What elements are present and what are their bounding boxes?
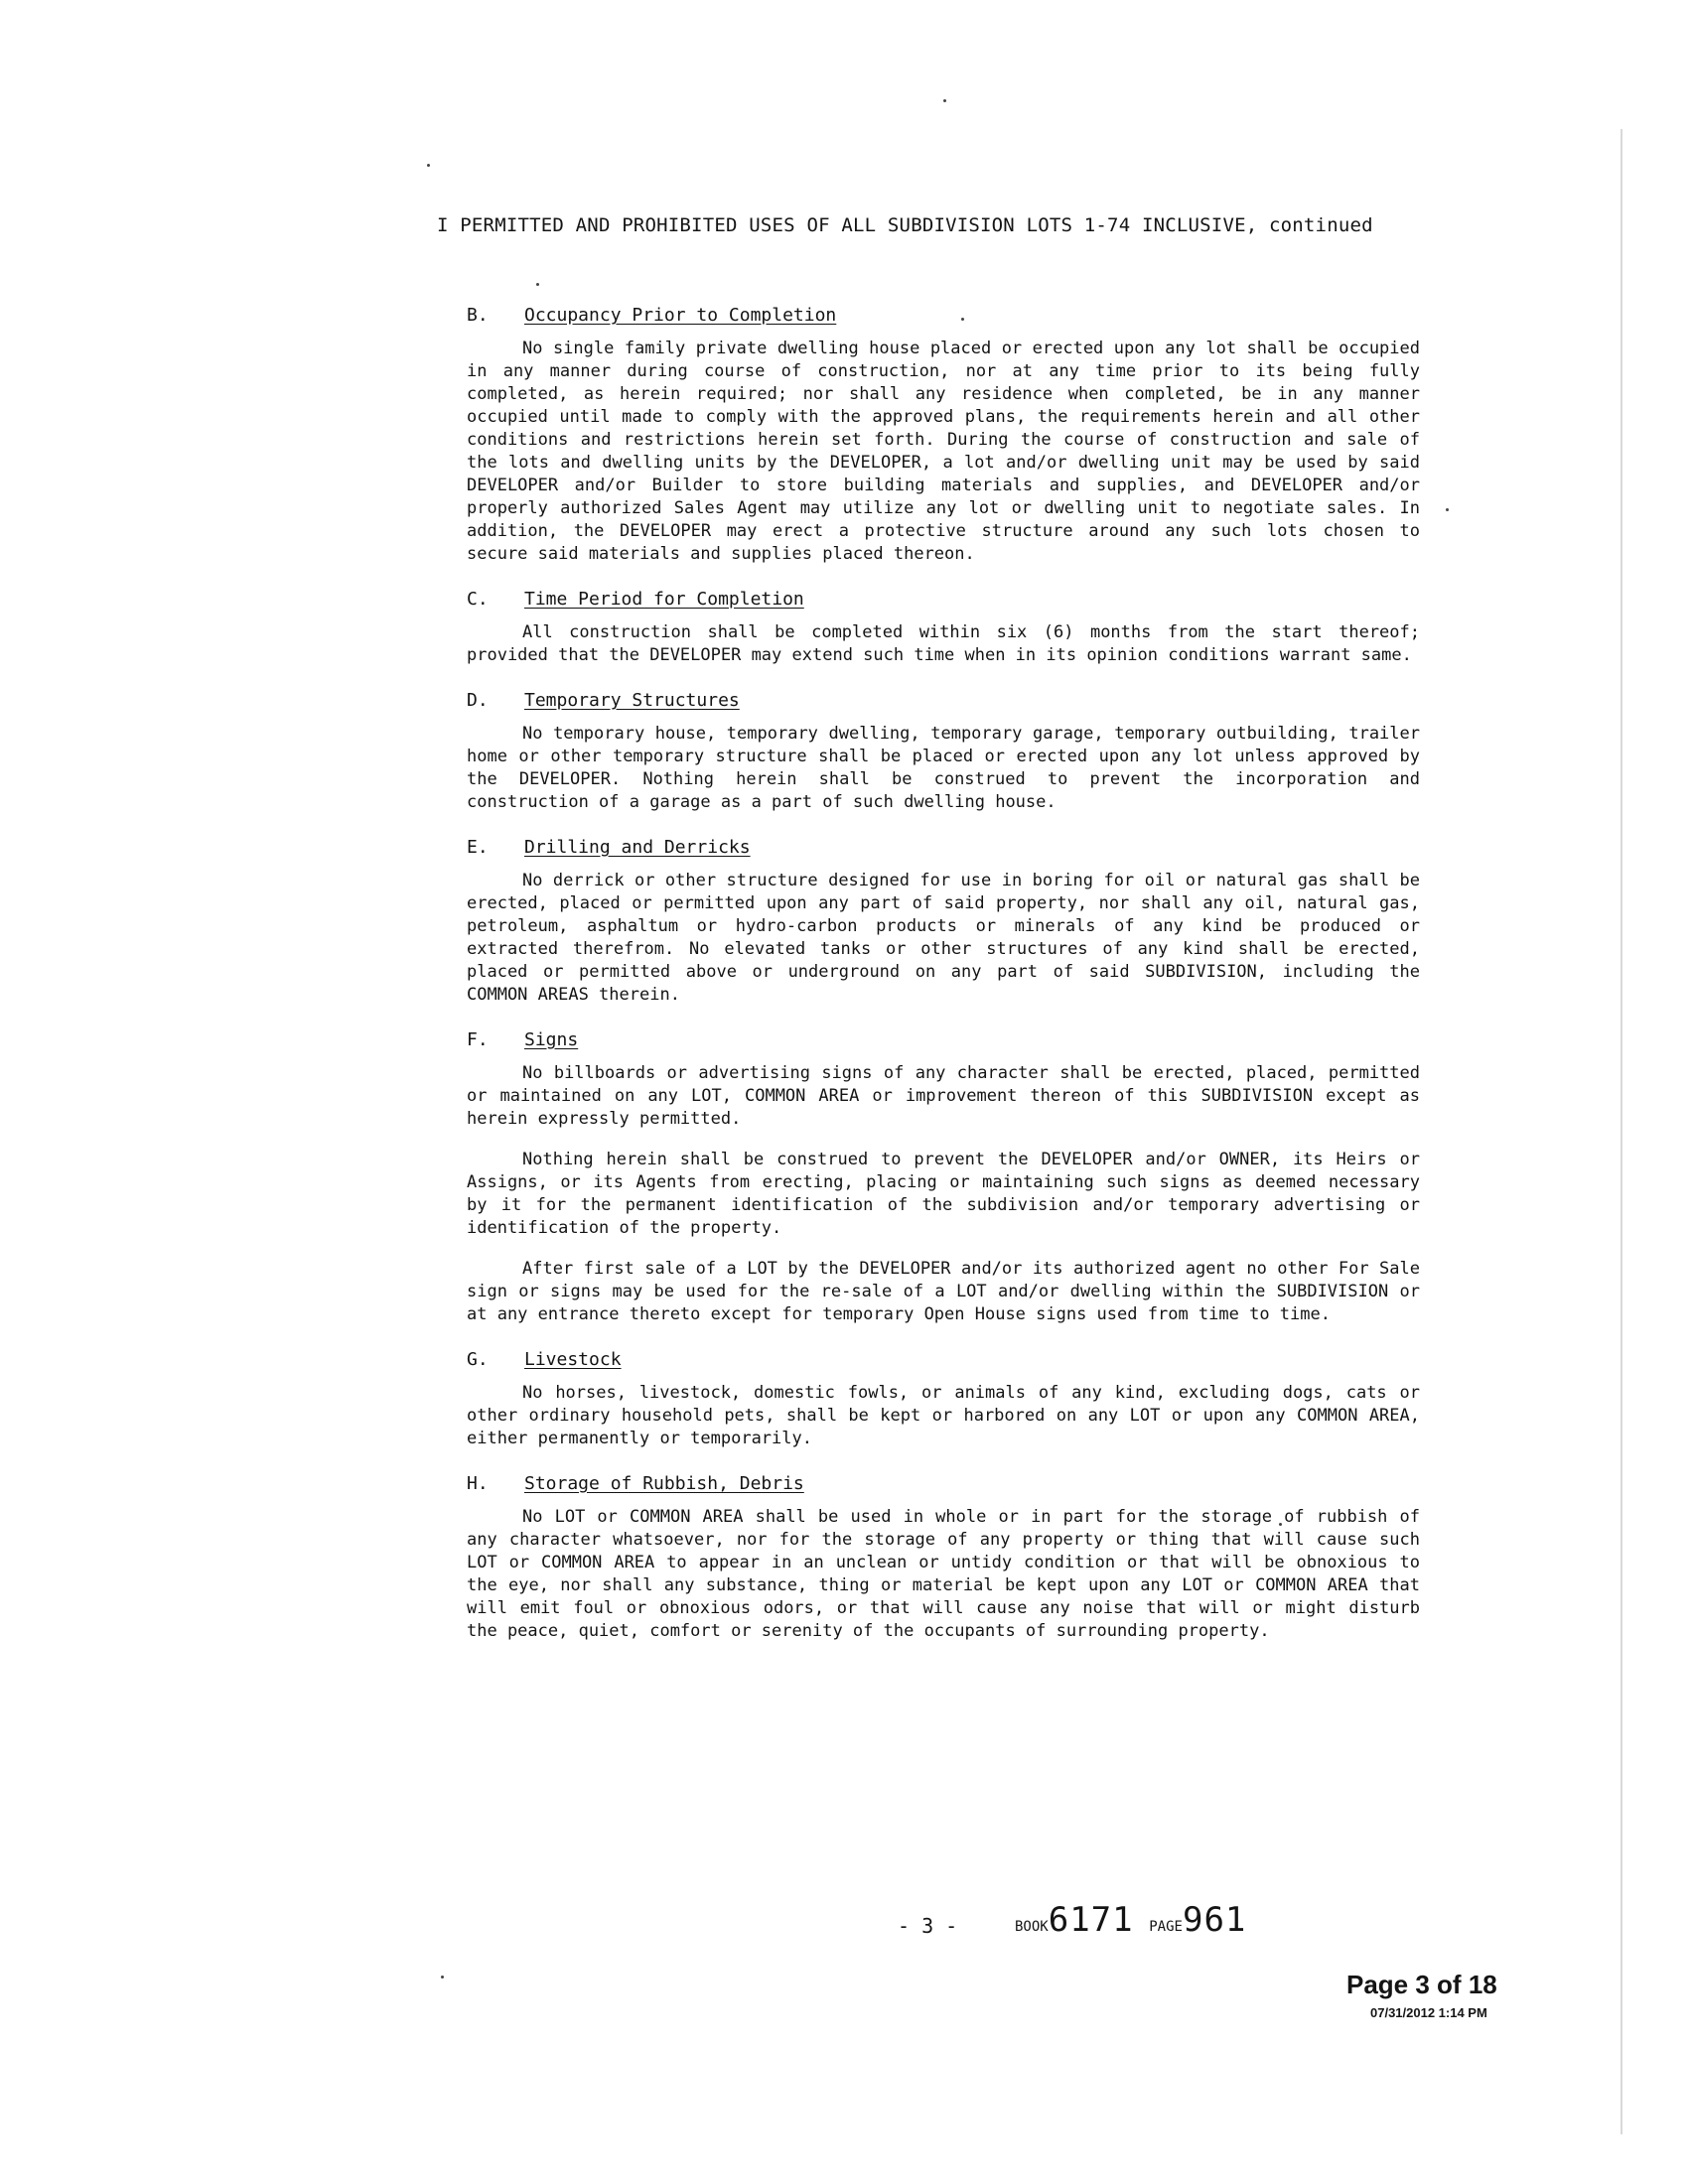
section-letter: F. — [467, 1029, 489, 1050]
section-paragraph: No billboards or advertising signs of any character shall be erected, placed, permitted or maintained on any LOT, COMMON AREA or improvement thereon of this SUBDIVISION except as herein expressly permitted. — [467, 1063, 1420, 1129]
section-title: Livestock — [524, 1349, 622, 1370]
scan-speck — [441, 1976, 444, 1979]
book-page-reference — [1015, 1900, 1246, 1940]
section-paragraph: After first sale of a LOT by the DEVELOPER and/or its authorized agent no other For Sale sign or signs may be used for the re-sale of a LOT and/or dwelling within the SUBDIVISION or at any entrance thereto except for temporary Open House signs used from time to time. — [467, 1259, 1420, 1324]
scan-speck — [1446, 508, 1449, 511]
book-number: 6171 — [1048, 1900, 1134, 1940]
section-paragraph: No derrick or other structure designed for use in boring for oil or natural gas shall be erected, placed or permitted upon any part of said property, nor shall any oil, natural gas, petroleum, asphaltum or hydro-carbon products or minerals of any kind be produced or extracted therefrom. No elevated tanks or other structures of any kind shall be erected, placed or permitted above or underground on any part of said SUBDIVISION, including the COMMON AREAS therein. — [467, 871, 1420, 1005]
section-heading — [467, 1028, 1420, 1052]
section — [467, 836, 1420, 1007]
section-heading — [467, 588, 1420, 612]
section — [467, 1472, 1420, 1643]
section-paragraph: No LOT or COMMON AREA shall be used in whole or in part for the storage of rubbish of any character whatsoever, nor for the storage of any property or thing that will cause such LOT or COMMON AREA to appear in an unclean or untidy condition or that will be obnoxious to the eye, nor shall any substance, thing or material be kept upon any LOT or COMMON AREA that will emit foul or obnoxious odors, or that will cause any noise that will or might disturb the peace, quiet, comfort or serenity of the occupants of surrounding property. — [467, 1507, 1420, 1641]
section — [467, 588, 1420, 667]
section — [467, 1348, 1420, 1450]
section-paragraph: No single family private dwelling house placed or erected upon any lot shall be occupied in any manner during course of construction, nor at any time prior to its being fully completed, as herein required; nor shall any residence when completed, be in any manner occupied until made to comply with the approved plans, the requirements herein and all other conditions and restrictions herein set forth. During the course of construction and sale of the lots and dwelling units by the DEVELOPER, a lot and/or dwelling unit may be used by said DEVELOPER and/or Builder to store building materials and supplies, and DEVELOPER and/or properly authorized Sales Agent may utilize any lot or dwelling unit to negotiate sales. In addition, the DEVELOPER may erect a protective structure around any such lots chosen to secure said materials and supplies placed thereon. — [467, 339, 1420, 564]
page-reference-number: 961 — [1182, 1900, 1247, 1940]
section-letter: G. — [467, 1349, 489, 1370]
section-letter: B. — [467, 305, 489, 326]
section-letter: C. — [467, 589, 489, 610]
section-heading — [467, 836, 1420, 860]
section-paragraph: No temporary house, temporary dwelling, temporary garage, temporary outbuilding, trailer home or other temporary structure shall be placed or erected upon any lot unless approved by the DEVELOPER. Nothing herein shall be construed to prevent the incorporation and construction of a garage as a part of such dwelling house. — [467, 724, 1420, 812]
page-header: I PERMITTED AND PROHIBITED USES OF ALL SUBDIVISION LOTS 1-74 INCLUSIVE, continued — [437, 214, 1373, 236]
scan-edge-line — [1621, 129, 1622, 2134]
scan-speck — [427, 164, 430, 167]
section — [467, 304, 1420, 566]
section-title: Storage of Rubbish, Debris — [524, 1473, 804, 1494]
section-heading — [467, 304, 1420, 328]
section-title: Signs — [524, 1029, 579, 1050]
section-title: Occupancy Prior to Completion — [524, 305, 837, 326]
section-heading — [467, 689, 1420, 713]
book-label: BOOK — [1015, 1919, 1049, 1935]
page-number: - 3 - — [898, 1914, 958, 1938]
section-paragraph: No horses, livestock, domestic fowls, or animals of any kind, excluding dogs, cats or other ordinary household pets, shall be kept or harbored on any LOT or upon any COMMON AREA, either permanently or temporarily. — [467, 1383, 1420, 1448]
section-paragraph: Nothing herein shall be construed to prevent the DEVELOPER and/or OWNER, its Heirs or Assigns, or its Agents from erecting, placing or maintaining such signs as deemed necessary by it for the permanent identification of the subdivision and/or temporary advertising or identification of the property. — [467, 1150, 1420, 1238]
section-paragraph: All construction shall be completed within six (6) months from the start thereof; provided that the DEVELOPER may extend such time when in its opinion conditions warrant same. — [467, 622, 1420, 665]
section — [467, 1028, 1420, 1326]
document-body — [467, 304, 1420, 1665]
page-counter: Page 3 of 18 — [1346, 1970, 1497, 1999]
section-title: Temporary Structures — [524, 690, 740, 711]
print-timestamp: 07/31/2012 1:14 PM — [1370, 2005, 1487, 2020]
scan-speck — [943, 99, 946, 102]
section-heading — [467, 1348, 1420, 1372]
section-title: Time Period for Completion — [524, 589, 804, 610]
scan-speck — [536, 283, 539, 286]
section-letter: E. — [467, 837, 489, 858]
page-label: PAGE — [1149, 1919, 1183, 1935]
section — [467, 689, 1420, 814]
section-letter: D. — [467, 690, 489, 711]
section-heading — [467, 1472, 1420, 1496]
section-letter: H. — [467, 1473, 489, 1494]
section-title: Drilling and Derricks — [524, 837, 751, 858]
